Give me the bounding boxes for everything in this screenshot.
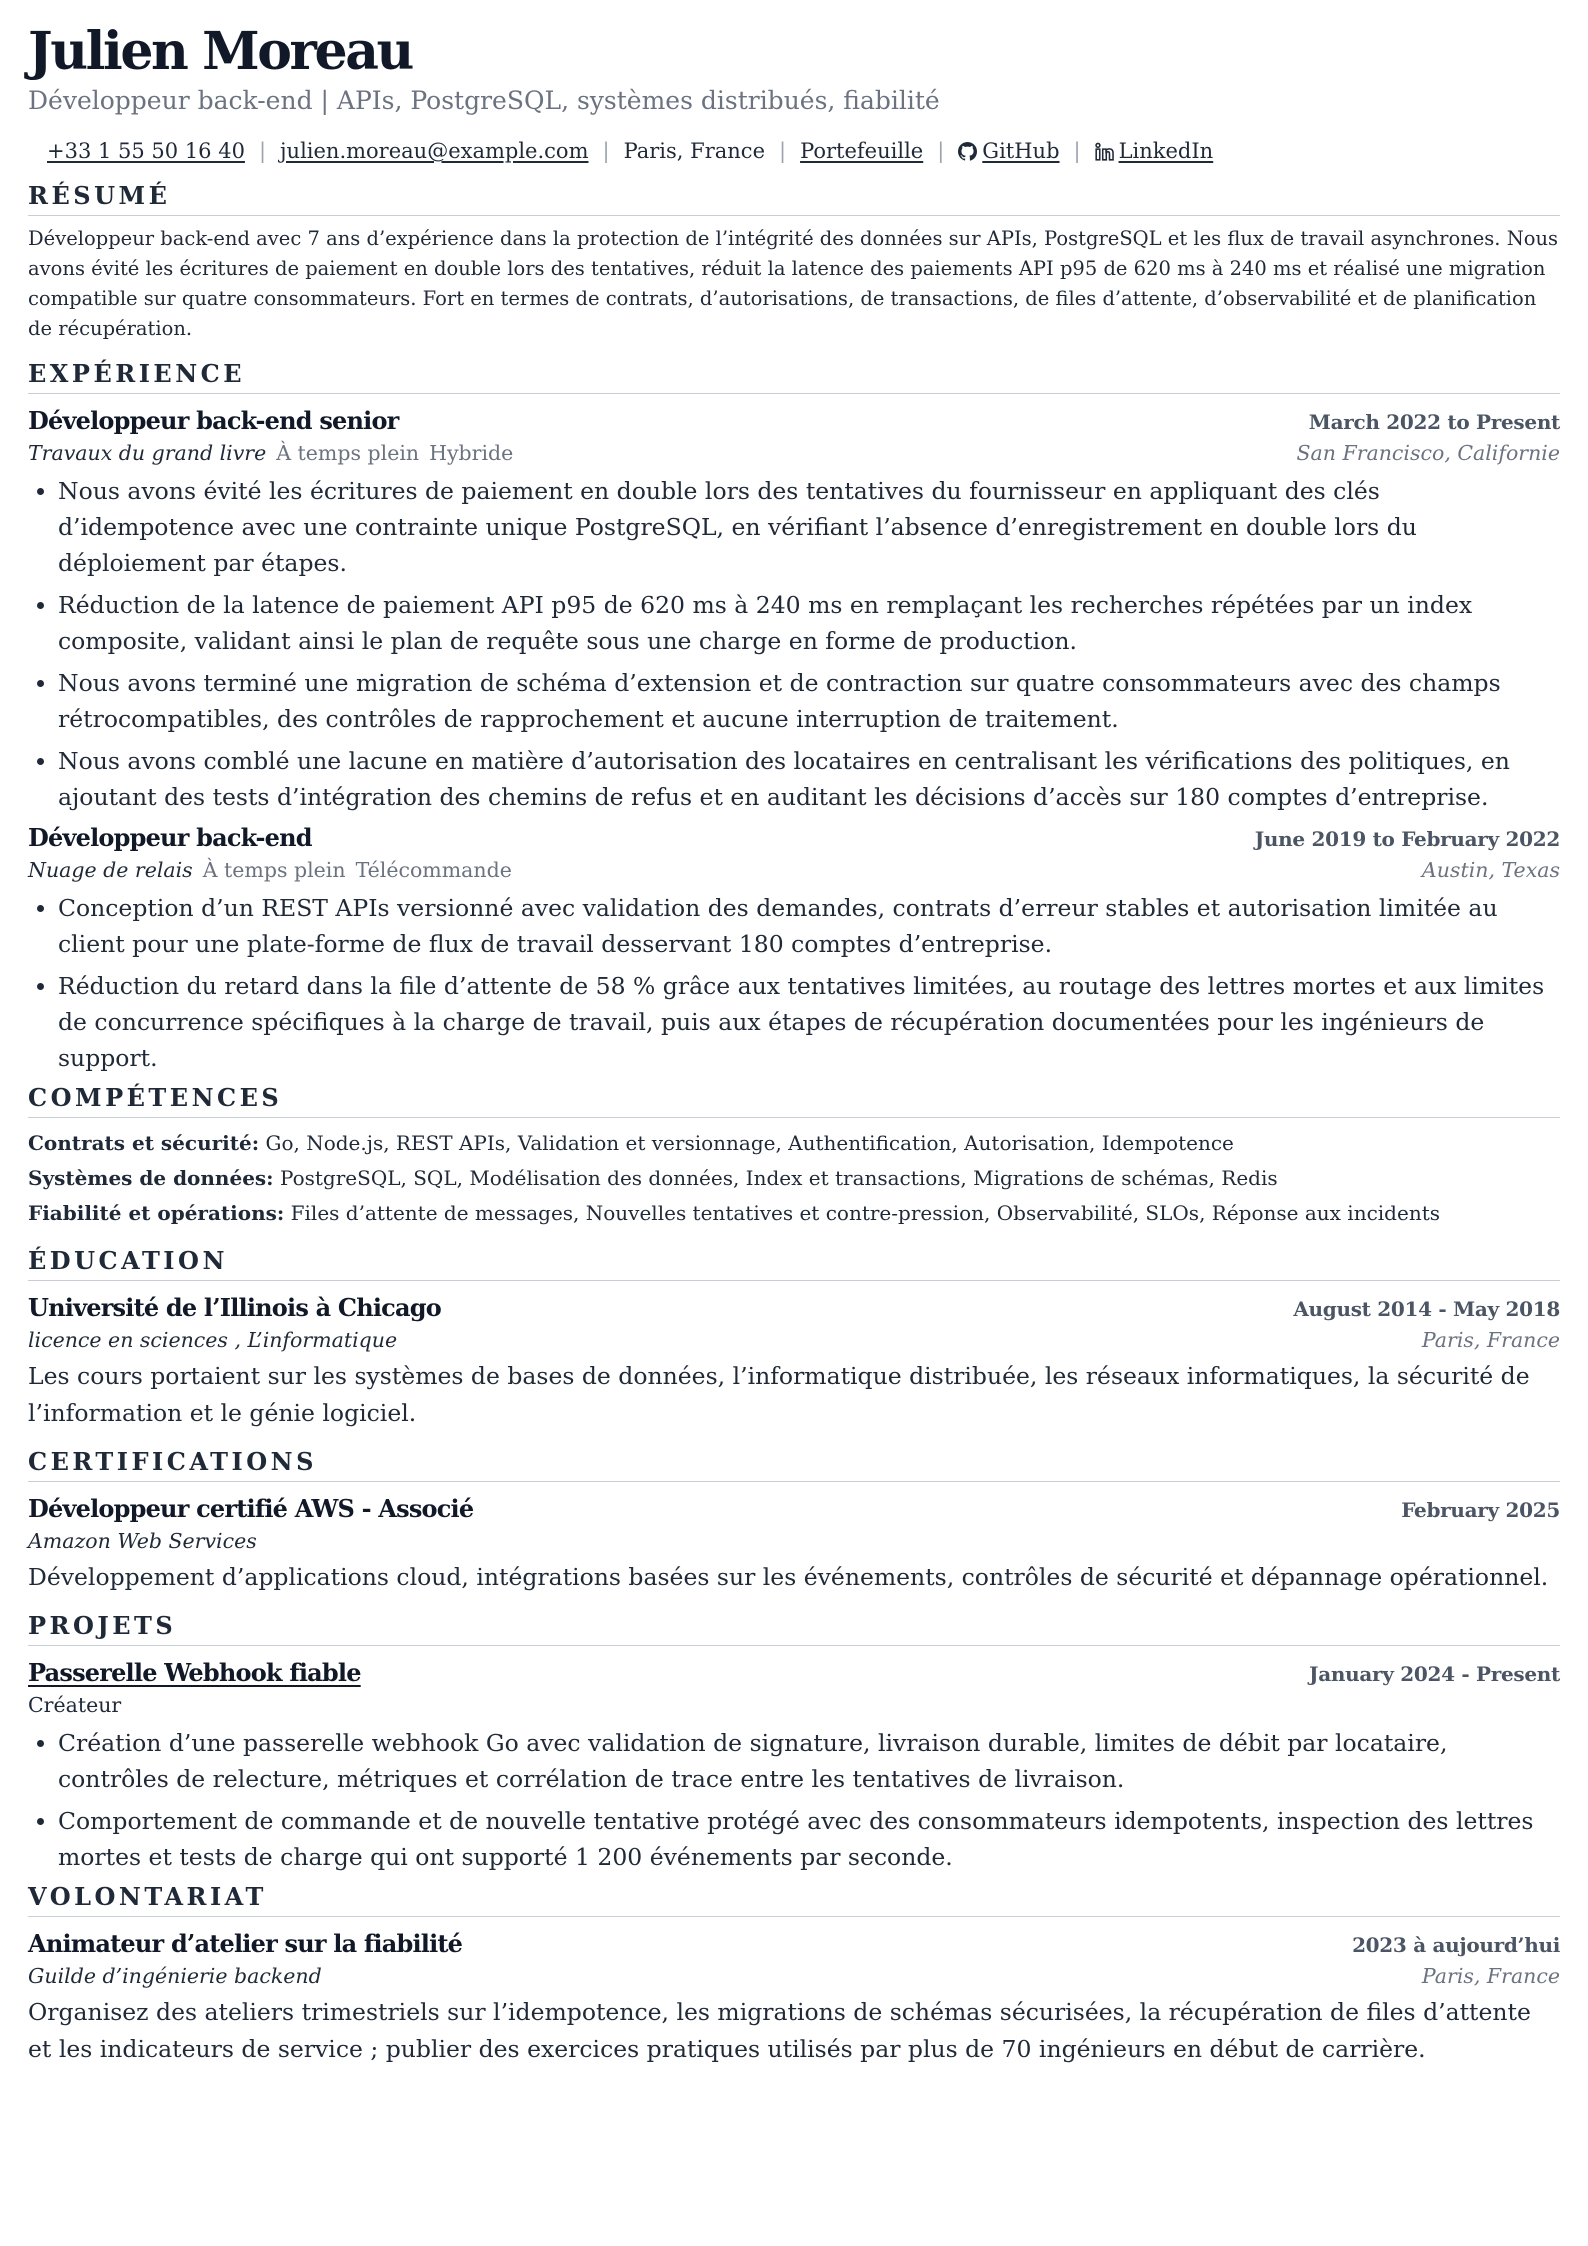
- candidate-name: Julien Moreau: [28, 21, 412, 82]
- education-section: [28, 1245, 1560, 1432]
- skill-category: Contrats et sécurité:: [28, 1131, 260, 1155]
- section-title-volunteering: VOLONTARIAT: [28, 1881, 1560, 1917]
- company-name: Travaux du grand livre: [28, 441, 267, 465]
- section-title-skills: COMPÉTENCES: [28, 1082, 1560, 1118]
- bullet-item: Nous avons comblé une lacune en matière d’autorisation des locataires en centralisant les vérifications des politiques, en ajoutant des tests d’intégration des chemins de refus et en auditant les décisions d’accès sur 180 comptes d’entreprise.: [28, 743, 1560, 815]
- contact-divider: |: [937, 139, 945, 163]
- github-icon: [958, 142, 977, 161]
- certifications-section: [28, 1446, 1560, 1596]
- summary-section: [28, 180, 1560, 344]
- summary-text: Développeur back-end avec 7 ans d’expérience dans la protection de l’intégrité des données sur APIs, PostgreSQL et les flux de travail asynchrones. Nous avons évité les écritures de paiement en double lors des tentatives, réduit la latence des paiements API p95 de 620 ms à 240 ms et réalisé une migration compatible sur quatre consommateurs. Fort en termes de contrats, d’autorisations, de transactions, de files d’attente, d’observabilité et de planification de récupération.: [28, 227, 1559, 340]
- linkedin-contact[interactable]: [1095, 136, 1214, 166]
- skill-row: [28, 1196, 1560, 1231]
- contact-divider: |: [1073, 139, 1081, 163]
- employment-type: À temps plein: [276, 441, 420, 465]
- work-mode: Télécommande: [355, 858, 512, 882]
- skill-values: Files d’attente de messages, Nouvelles tentatives et contre-pression, Observabilité, SLOs, Réponse aux incidents: [290, 1201, 1441, 1225]
- volunteer-org: Guilde d’ingénierie backend: [28, 1964, 322, 1988]
- github-contact[interactable]: [958, 136, 1059, 166]
- project-role: Créateur: [28, 1693, 122, 1717]
- volunteer-title: Animateur d’atelier sur la fiabilité: [28, 1929, 463, 1958]
- experience-entry: [28, 404, 1560, 815]
- resume-header: [28, 22, 1560, 166]
- certification-description: Développement d’applications cloud, intégrations basées sur les événements, contrôles de sécurité et dépannage opérationnel.: [28, 1563, 1549, 1591]
- github-link[interactable]: GitHub: [982, 139, 1060, 163]
- bullet-item: Nous avons évité les écritures de paiement en double lors des tentatives du fournisseur en appliquant des clés d’idempotence avec une contrainte unique PostgreSQL, en vérifiant l’absence d’enregistrement en double lors du déploiement par étapes.: [28, 473, 1560, 581]
- section-title-certifications: CERTIFICATIONS: [28, 1446, 1560, 1482]
- job-title: Développeur back-end senior: [28, 406, 399, 435]
- projects-section: [28, 1610, 1560, 1875]
- skills-section: [28, 1082, 1560, 1231]
- section-title-projects: PROJETS: [28, 1610, 1560, 1646]
- job-location: San Francisco, Californie: [1296, 441, 1560, 465]
- volunteer-dates: 2023 à aujourd’hui: [1352, 1933, 1560, 1957]
- skill-category: Fiabilité et opérations:: [28, 1201, 285, 1225]
- skill-row: [28, 1161, 1560, 1196]
- employment-type: À temps plein: [202, 858, 346, 882]
- volunteer-description: Organisez des ateliers trimestriels sur l’idempotence, les migrations de schémas sécurisées, la récupération de files d’attente et les indicateurs de service ; publier des exercices pratiques utilisés par plus de 70 ingénieurs en début de carrière.: [28, 1998, 1531, 2063]
- project-entry: [28, 1656, 1560, 1875]
- skill-values: PostgreSQL, SQL, Modélisation des données, Index et transactions, Migrations de schémas, Redis: [279, 1166, 1278, 1190]
- job-dates: June 2019 to February 2022: [1254, 827, 1560, 851]
- job-bullets: [28, 473, 1560, 815]
- project-bullets: [28, 1725, 1560, 1875]
- skill-values: Go, Node.js, REST APIs, Validation et versionnage, Authentification, Autorisation, Idempotence: [265, 1131, 1234, 1155]
- location-text: Paris, France: [623, 139, 765, 163]
- contact-divider: |: [779, 139, 787, 163]
- bullet-item: Nous avons terminé une migration de schéma d’extension et de contraction sur quatre consommateurs avec des champs rétrocompatibles, des contrôles de rapprochement et aucune interruption de traitement.: [28, 665, 1560, 737]
- experience-section: [28, 358, 1560, 1076]
- volunteer-location: Paris, France: [1421, 1964, 1560, 1988]
- education-location: Paris, France: [1421, 1328, 1560, 1352]
- skill-row: [28, 1126, 1560, 1161]
- skills-list: [28, 1126, 1560, 1231]
- job-location: Austin, Texas: [1421, 858, 1560, 882]
- contact-bar: [28, 136, 1560, 166]
- job-title: Développeur back-end: [28, 823, 312, 852]
- contact-divider: |: [602, 139, 610, 163]
- phone-link[interactable]: +33 1 55 50 16 40: [47, 139, 245, 163]
- bullet-item: Conception d’un REST APIs versionné avec validation des demandes, contrats d’erreur stables et autorisation limitée au client pour une plate-forme de flux de travail desservant 180 comptes d’entreprise.: [28, 890, 1560, 962]
- job-bullets: [28, 890, 1560, 1076]
- experience-entry: [28, 821, 1560, 1076]
- bullet-item: Création d’une passerelle webhook Go avec validation de signature, livraison durable, limites de débit par locataire, contrôles de relecture, métriques et corrélation de trace entre les tentatives de livraison.: [28, 1725, 1560, 1797]
- project-title-link[interactable]: Passerelle Webhook fiable: [28, 1658, 361, 1687]
- project-dates: January 2024 - Present: [1309, 1662, 1560, 1686]
- section-title-experience: EXPÉRIENCE: [28, 358, 1560, 394]
- email-link[interactable]: julien.moreau@example.com: [280, 139, 589, 163]
- school-name: Université de l’Illinois à Chicago: [28, 1293, 441, 1322]
- education-dates: August 2014 - May 2018: [1293, 1297, 1560, 1321]
- linkedin-icon: [1095, 142, 1114, 161]
- linkedin-link[interactable]: LinkedIn: [1118, 139, 1214, 163]
- company-name: Nuage de relais: [28, 858, 193, 882]
- job-dates: March 2022 to Present: [1308, 410, 1560, 434]
- education-entry: [28, 1291, 1560, 1432]
- volunteer-entry: [28, 1927, 1560, 2068]
- work-mode: Hybride: [429, 441, 514, 465]
- education-description: Les cours portaient sur les systèmes de bases de données, l’informatique distribuée, les réseaux informatiques, la sécurité de l’information et le génie logiciel.: [28, 1362, 1530, 1427]
- skill-category: Systèmes de données:: [28, 1166, 274, 1190]
- certification-title: Développeur certifié AWS - Associé: [28, 1494, 474, 1523]
- bullet-item: Comportement de commande et de nouvelle tentative protégé avec des consommateurs idempotents, inspection des lettres mortes et tests de charge qui ont supporté 1 200 événements par seconde.: [28, 1803, 1560, 1875]
- volunteering-section: [28, 1881, 1560, 2068]
- certification-date: February 2025: [1401, 1498, 1560, 1522]
- bullet-item: Réduction de la latence de paiement API p95 de 620 ms à 240 ms en remplaçant les recherches répétées par un index composite, validant ainsi le plan de requête sous une charge en forme de production.: [28, 587, 1560, 659]
- certification-entry: [28, 1492, 1560, 1596]
- contact-divider: |: [258, 139, 267, 163]
- section-title-summary: RÉSUMÉ: [28, 180, 1560, 216]
- certification-issuer: Amazon Web Services: [28, 1529, 257, 1553]
- degree: licence en sciences , L’informatique: [28, 1328, 398, 1352]
- bullet-item: Réduction du retard dans la file d’attente de 58 % grâce aux tentatives limitées, au routage des lettres mortes et aux limites de concurrence spécifiques à la charge de travail, puis aux étapes de récupération documentées pour les ingénieurs de support.: [28, 968, 1560, 1076]
- portfolio-link[interactable]: Portefeuille: [800, 139, 924, 163]
- section-title-education: ÉDUCATION: [28, 1245, 1560, 1281]
- candidate-headline: Développeur back-end | APIs, PostgreSQL, systèmes distribués, fiabilité: [28, 86, 940, 115]
